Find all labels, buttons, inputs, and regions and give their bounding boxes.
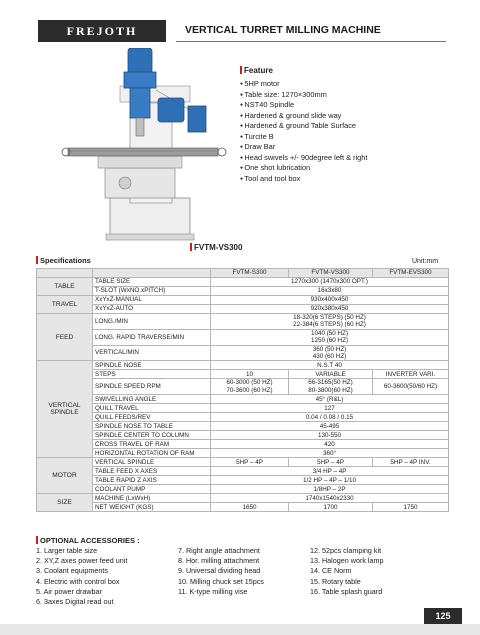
spec-value: 1/2 HP – 4P – 1/10 [211,476,449,485]
group-label: TRAVEL [37,296,93,314]
page-header [0,20,480,42]
table-row [37,485,449,494]
spec-label: SPINDLE CENTER TO COLUMN [93,431,211,440]
spec-value: 60-3000 (50 HZ) 70-3600 (60 HZ) [211,379,289,395]
spec-value: N.S.T 40 [211,361,449,370]
brand-name: FREJOTH [66,24,138,38]
model-header: FVTM-VS300 [289,269,373,278]
spec-value: 45-495 [211,422,449,431]
specifications-title [36,256,91,265]
feature-item: ● Draw Bar [240,142,440,153]
accessory-item: 7. Right angle attachment [178,546,260,555]
table-row [37,449,449,458]
feature-list [240,79,440,184]
spec-value: 5HP – 4P INV. [373,458,449,467]
spec-value: 3/4 HP – 4P [211,467,449,476]
accessory-item: 13. Halogen work lamp [310,556,384,566]
caption-text: FVTM-VS300 [194,243,243,252]
table-row [37,467,449,476]
spec-value: 420 [211,440,449,449]
accessory-item: 10. Milling chuck set 15pcs [178,576,264,586]
spec-value: 0.04 / 0.08 / 0.15 [211,413,449,422]
spec-label: SWIVELLING ANGLE [93,395,211,404]
spec-value: 5HP – 4P [289,458,373,467]
spec-value: 1750 [373,503,449,512]
group-label: FEED [37,314,93,361]
accessory-item: 1. Larger table size [36,546,98,555]
spec-value: 130-550 [211,431,449,440]
spec-value: 5HP – 4P [211,458,289,467]
table-row [37,404,449,413]
accessories-title-text: OPTIONAL ACCESSORIES : [40,536,140,545]
spec-label: LONG. RAPID TRAVERSE/MIN [93,329,211,345]
spec-label: TABLE FEED X AXES [93,467,211,476]
spec-value: 1/8HP – 2P [211,485,449,494]
table-row [37,458,449,467]
spec-label: SPINDLE SPEED RPM [93,379,211,395]
header-divider [176,41,446,42]
feature-item: ● 5HP motor [240,79,440,90]
table-row [37,413,449,422]
group-label: VERTICAL SPINDLE [37,361,93,458]
spec-label: XxYxZ-AUTO [93,305,211,314]
spec-label: MACHINE (LxWxH) [93,494,211,503]
brand-logo [38,20,166,42]
spec-value: 1040 (50 HZ) 1250 (60 HZ) [211,329,449,345]
accessory-item: 14. CE Norm [310,566,352,576]
accessory-item: 9. Universal dividing head [178,566,261,576]
group-label: SIZE [37,494,93,512]
spec-value: 10 [211,370,289,379]
accessory-item: 8. Hor. milling attachment [178,556,260,566]
spec-value: 360° [211,449,449,458]
spec-value: 1650 [211,503,289,512]
accessory-item: 16. Table splash guard [310,586,383,596]
feature-item: ● Table size: 1270×300mm [240,90,440,101]
table-row [37,329,449,345]
table-row [37,440,449,449]
spec-value: 60-3600(50/60 HZ) [373,379,449,395]
table-row [37,314,449,330]
feature-section [240,66,440,184]
page-title: VERTICAL TURRET MILLING MACHINE [185,24,381,36]
accessory-item: 5. Air power drawbar [36,586,102,596]
spec-label: COOLANT PUMP [93,485,211,494]
spec-label: QUILL FEEDS/REV [93,413,211,422]
image-caption [190,243,242,252]
table-row [37,345,449,361]
table-row [37,494,449,503]
feature-title [240,66,440,75]
specifications-marker [36,256,38,264]
specifications-title-text: Specifications [40,256,91,265]
table-row [37,476,449,485]
spec-label: STEPS [93,370,211,379]
spec-value: 1270x300 (1470x300 OPT.) [211,278,449,287]
spec-value: 18-320(6 STEPS) (50 HZ) 22-384(6 STEPS) (60 HZ) [211,314,449,330]
header-blank [37,269,93,278]
footer-band [0,624,480,635]
group-label: MOTOR [37,458,93,494]
spec-label: SPINDLE NOSE TO TABLE [93,422,211,431]
spec-value: 66-3165(50 HZ) 80-3800(60 HZ) [289,379,373,395]
feature-title-text: Feature [244,66,273,75]
spec-value: VARIABLE [289,370,373,379]
table-row [37,431,449,440]
spec-value: 16x3x80 [211,287,449,296]
feature-item: ● NST40 Spindle [240,100,440,111]
table-row [37,395,449,404]
spec-value: INVERTER VARI. [373,370,449,379]
accessories-column-1 [36,546,127,607]
spec-value: 1700 [289,503,373,512]
spec-value: 930x400x450 [211,296,449,305]
accessory-item: 4. Electric with control box [36,576,120,586]
spec-value: 920x380x450 [211,305,449,314]
table-row [37,361,449,370]
spec-label: TABLE SIZE [93,278,211,287]
specifications-table [36,268,449,512]
feature-item: ● One shot lubrication [240,163,440,174]
spec-label: T-SLOT (WxNO.xPITCH) [93,287,211,296]
table-row [37,422,449,431]
table-row [37,370,449,379]
feature-marker [240,66,242,74]
accessory-item: 2. XY,Z axes power feed unit [36,556,128,566]
page-number: 125 [424,608,462,624]
caption-marker [190,243,192,251]
header-blank [93,269,211,278]
accessory-item: 3. Coolant equipments [36,566,108,576]
feature-item: ● Turcite B [240,132,440,143]
table-row [37,278,449,287]
spec-label: XxYxZ-MANUAL [93,296,211,305]
spec-label: CROSS TRAVEL OF RAM [93,440,211,449]
feature-item: ● Hardened & ground slide way [240,111,440,122]
unit-label: Unit:mm [412,258,439,265]
model-header: FVTM-S300 [211,269,289,278]
accessories-column-3 [310,546,384,597]
spec-label: QUILL TRAVEL [93,404,211,413]
spec-label: TABLE RAPID Z AXIS [93,476,211,485]
spec-value: 45° (R&L) [211,395,449,404]
accessory-item: 15. Rotary table [310,576,361,586]
accessories-marker [36,536,38,544]
model-header: FVTM-EVS300 [373,269,449,278]
spec-label: SPINDLE NOSE [93,361,211,370]
spec-value: 127 [211,404,449,413]
accessories-column-2 [178,546,264,597]
spec-label: VERTICAL SPINDLE [93,458,211,467]
accessory-item: 12. 52pcs clamping kit [310,546,382,555]
spec-label: HORIZONTAL ROTATION OF RAM [93,449,211,458]
spec-label: LONG./MIN [93,314,211,330]
group-label: TABLE [37,278,93,296]
milling-machine-image [60,48,240,243]
table-header-row [37,269,449,278]
accessory-item: 6. 3axes Digital read out [36,597,114,607]
spec-label: NET WEIGHT (KGS) [93,503,211,512]
feature-item: ● Head swivels +/- 90degree left & right [240,153,440,164]
spec-label: VERTICAL/MIN [93,345,211,361]
accessories-title [36,536,140,545]
table-row [37,305,449,314]
spec-value: 1740x1540x2330 [211,494,449,503]
table-row [37,296,449,305]
table-row [37,503,449,512]
feature-item: ● Hardened & ground Table Surface [240,121,440,132]
spec-value: 360 (50 HZ) 430 (60 HZ) [211,345,449,361]
table-row [37,379,449,395]
table-row [37,287,449,296]
accessory-item: 11. K-type milling vise [178,586,248,596]
feature-item: ● Tool and tool box [240,174,440,185]
